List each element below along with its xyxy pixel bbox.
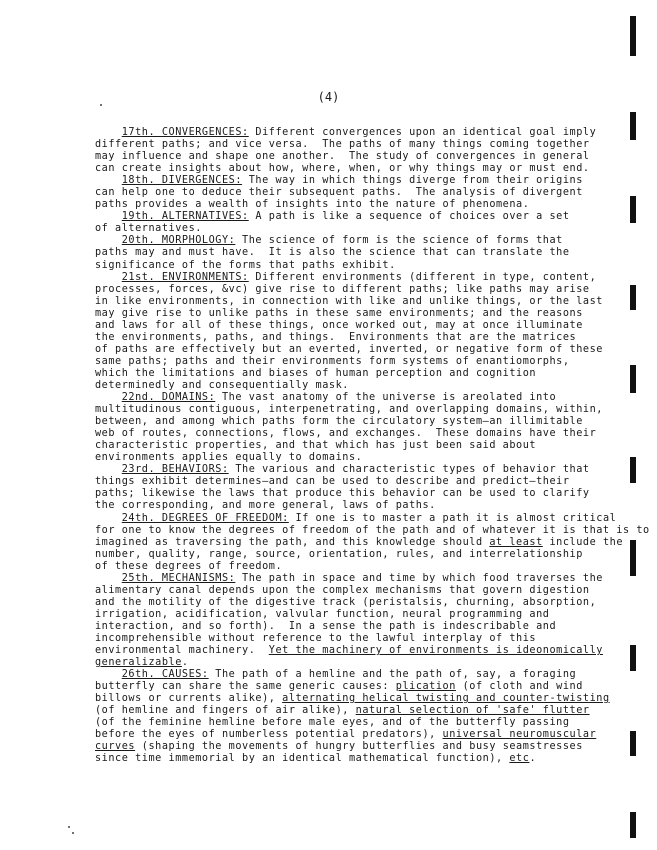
text-line: processes, forces, &vc) give rise to different paths; like paths may arise bbox=[95, 283, 590, 295]
page-number: (4) bbox=[317, 90, 340, 104]
scan-margin-bar bbox=[630, 457, 636, 483]
text-line: determinedly and consequentially mask. bbox=[95, 379, 349, 391]
section-heading: 20th. MORPHOLOGY: bbox=[121, 235, 236, 247]
underlined-phrase: curves bbox=[95, 741, 136, 753]
text-line: 17th. CONVERGENCES: Different convergences upon an identical goal imply bbox=[121, 127, 597, 138]
scan-margin-bar bbox=[630, 540, 636, 576]
text-line: of these degrees of freedom. bbox=[95, 560, 283, 572]
text-line: of paths are effectively but an everted, inverted, or negative form of these bbox=[95, 343, 603, 355]
section-heading: 23rd. BEHAVIORS: bbox=[121, 464, 229, 476]
text-line: 24th. DEGREES OF FREEDOM: If one is to master a path it is almost critical bbox=[121, 512, 617, 524]
scan-margin-bar bbox=[630, 812, 636, 838]
text-line: may give rise to unlike paths in these same environments; and the reasons bbox=[95, 307, 583, 319]
text-line: the corresponding, and more general, laws of paths. bbox=[95, 500, 436, 512]
section-heading: 18th. DIVERGENCES: bbox=[121, 175, 243, 187]
text-line: and laws for all of these things, once worked out, may at once illuminate bbox=[95, 319, 583, 331]
text-line: characteristic properties, and that which has just been said about bbox=[95, 440, 537, 452]
text-line: can create insights about how, where, when, or why things may or must end. bbox=[95, 163, 590, 175]
scan-speck bbox=[72, 832, 74, 834]
text-line: environmental machinery. Yet the machinery of environments is ideonomically bbox=[95, 645, 603, 657]
text-line: the environments, paths, and things. Environments that are the matrices bbox=[95, 331, 577, 343]
text-line: paths may and must have. It is also the science that can translate the bbox=[95, 247, 570, 259]
scan-speck bbox=[100, 104, 102, 106]
underlined-phrase: natural selection of 'safe' flutter bbox=[355, 705, 590, 717]
text-line: paths provides a wealth of insights into the nature of phenomena. bbox=[95, 199, 530, 211]
text-line: may influence and shape one another. The study of convergences in general bbox=[95, 151, 590, 163]
text-line: alimentary canal depends upon the complex mechanisms that govern digestion bbox=[95, 584, 590, 596]
text-line: 18th. DIVERGENCES: The way in which things diverge from their origins bbox=[121, 175, 583, 187]
text-line: between, and among which paths form the circulatory system—an illimitable bbox=[95, 416, 583, 428]
text-line: which the limitations and biases of human perception and cognition bbox=[95, 367, 537, 379]
text-line: 22nd. DOMAINS: The vast anatomy of the universe is areolated into bbox=[121, 392, 557, 404]
text-line: paths; likewise the laws that produce this behavior can be used to clarify bbox=[95, 488, 590, 500]
text-line: butterfly can share the same generic causes: plication (of cloth and wind bbox=[95, 681, 583, 693]
section-heading: 22nd. DOMAINS: bbox=[121, 392, 216, 404]
text-line: since time immemorial by an identical mathematical function), etc. bbox=[95, 753, 537, 765]
section-heading: 19th. ALTERNATIVES: bbox=[121, 211, 249, 223]
scan-margin-bar bbox=[630, 16, 636, 56]
text-line: environments applies equally to domains. bbox=[95, 452, 363, 464]
text-line: can help one to deduce their subsequent paths. The analysis of divergent bbox=[95, 187, 583, 199]
text-line: same paths; paths and their environments form systems of enantiomorphs, bbox=[95, 355, 570, 367]
text-line: number, quality, range, source, orientation, rules, and interrelationship bbox=[95, 548, 583, 560]
scan-margin-bar bbox=[630, 645, 636, 671]
text-line: (of the feminine hemline before male eyes, and of the butterfly passing bbox=[95, 717, 570, 729]
text-line: 21st. ENVIRONMENTS: Different environments (different in type, content, bbox=[121, 271, 597, 283]
scan-margin-bar bbox=[630, 112, 636, 140]
section-heading: 25th. MECHANISMS: bbox=[121, 572, 236, 584]
text-line: curves (shaping the movements of hungry butterflies and busy seamstresses bbox=[95, 741, 583, 753]
text-line: irrigation, acidification, valvular function, neural programming and bbox=[95, 608, 550, 620]
underlined-phrase: universal neuromuscular bbox=[442, 729, 597, 741]
section-heading: 17th. CONVERGENCES: bbox=[121, 127, 249, 138]
text-line: interaction, and so forth). In a sense the path is indescribable and bbox=[95, 620, 557, 632]
text-line: significance of the forms that paths exhibit. bbox=[95, 259, 396, 271]
text-line: 19th. ALTERNATIVES: A path is like a sequence of choices over a set bbox=[121, 211, 570, 223]
text-line: multitudinous contiguous, interpenetrating, and overlapping domains, within, bbox=[95, 404, 603, 416]
body-text bbox=[95, 127, 650, 765]
underlined-phrase: Yet the machinery of environments is ideonomically bbox=[268, 645, 603, 657]
section-heading: 21st. ENVIRONMENTS: bbox=[121, 271, 249, 283]
text-line: generalizable. bbox=[95, 657, 189, 669]
text-line: 20th. MORPHOLOGY: The science of form is the science of forms that bbox=[121, 235, 563, 247]
section-heading: 26th. CAUSES: bbox=[121, 669, 209, 681]
text-line: 26th. CAUSES: The path of a hemline and the path of, say, a foraging bbox=[121, 669, 577, 681]
text-line: in like environments, in connection with like and unlike things, or the last bbox=[95, 295, 603, 307]
scan-margin-bar bbox=[630, 196, 636, 223]
scan-margin-bar bbox=[630, 365, 636, 393]
underlined-phrase: at least bbox=[489, 536, 543, 548]
text-line: incomprehensible without reference to the lawful interplay of this bbox=[95, 632, 537, 644]
text-line: 25th. MECHANISMS: The path in space and time by which food traverses the bbox=[121, 572, 603, 584]
scan-margin-bar bbox=[630, 731, 636, 756]
text-line: different paths; and vice versa. The paths of many things coming together bbox=[95, 139, 590, 151]
underlined-phrase: alternating helical twisting and counter-twisting bbox=[282, 693, 610, 705]
text-line: before the eyes of numberless potential predators), universal neuromuscular bbox=[95, 729, 597, 741]
text-line: 23rd. BEHAVIORS: The various and characteristic types of behavior that bbox=[121, 464, 590, 476]
scan-margin-bar bbox=[630, 285, 636, 310]
underlined-phrase: plication bbox=[395, 681, 456, 693]
text-line: and the motility of the digestive track (peristalsis, churning, absorption, bbox=[95, 596, 597, 608]
underlined-phrase: etc bbox=[509, 753, 530, 765]
underlined-phrase: generalizable bbox=[95, 657, 182, 669]
text-line: things exhibit determines—and can be used to describe and predict—their bbox=[95, 476, 570, 488]
section-heading: 24th. DEGREES OF FREEDOM: bbox=[121, 512, 289, 524]
text-line: (of hemline and fingers of air alike), natural selection of 'safe' flutter bbox=[95, 705, 590, 717]
scan-speck bbox=[68, 826, 70, 828]
text-line: for one to know the degrees of freedom of the path and of whatever it is that is to bbox=[95, 524, 650, 536]
text-line: web of routes, connections, flows, and exchanges. These domains have their bbox=[95, 428, 597, 440]
text-line: of alternatives. bbox=[95, 223, 202, 235]
text-line: billows or currents alike), alternating helical twisting and counter-twisting bbox=[95, 693, 610, 705]
text-line: imagined as traversing the path, and this knowledge should at least include the bbox=[95, 536, 623, 548]
